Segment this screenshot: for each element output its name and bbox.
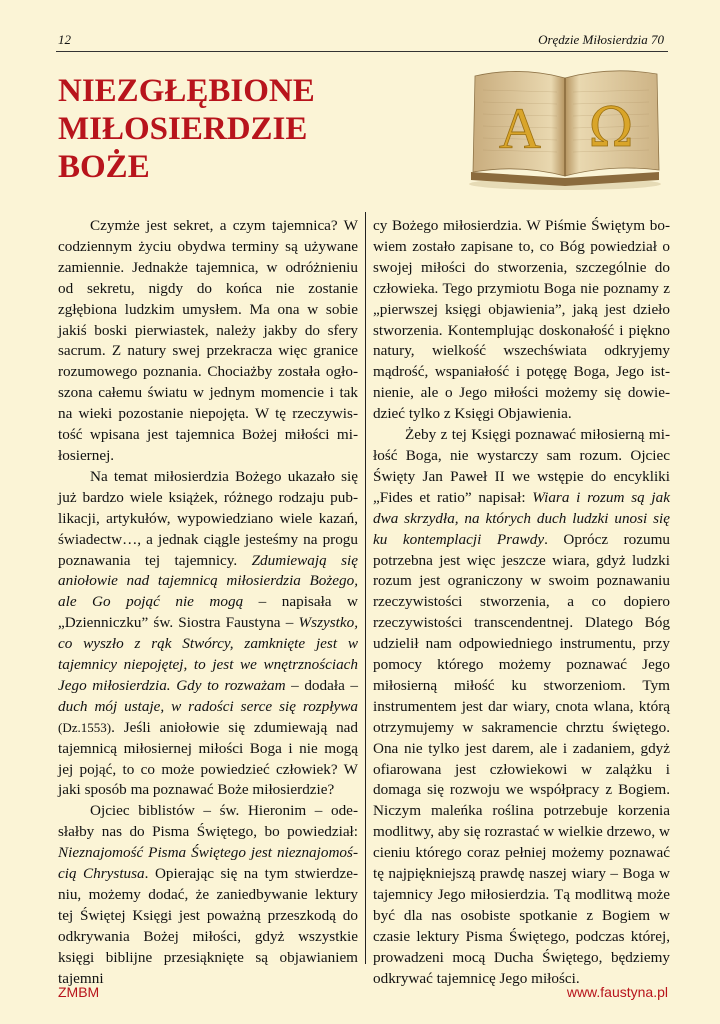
- article-title: [58, 72, 315, 186]
- right-column: [373, 216, 670, 990]
- paragraph: Na temat miłosierdzia Bożego ukazało się już bardzo wiele książek, różnego rodzaju publikacji, artykułów, wypowiedziano wiele kazań, świadectw…, a jednak ciągle jesteśmy na progu poznawania tej tajemnicy. Zdumiewają się aniołowie nad tajemnicą miłosierdzia Bożego, ale Go pojąć nie mogą – napisała w „Dzienniczku” św. Siostra Faustyna – Wszystko, co wyszło z rąk Stwórcy, zamknięte jest w tajemnicy niepojętej, to jest we wnętrznościach Jego miłosierdzia. Gdy to rozważam – dodała – duch mój ustaje, w radości serce się rozpływa (Dz.1553). Jeśli aniołowie się zdumiewają nad tajemnicą miłosiernej miłości Boga i nie mogą jej pojąć, to co może powiedzieć człowiek? W jaki sposób ma poznawać Boże miłosierdzie?: [58, 467, 358, 799]
- header-rule: [56, 51, 668, 52]
- article-title-line-1: NIEZGŁĘBIONE: [58, 73, 315, 109]
- publication-title: Orędzie Miłosierdzia 70: [538, 32, 664, 47]
- alpha-omega-book-image: [465, 62, 665, 192]
- article-title-line-2: MIŁOSIERDZIE: [58, 111, 308, 147]
- page-number: 12: [58, 32, 71, 47]
- article-title-line-3: BOŻE: [58, 149, 150, 185]
- footer-website-link[interactable]: www.faustyna.pl: [566, 984, 668, 1000]
- alpha-letter: A: [499, 96, 541, 161]
- omega-letter: Ω: [588, 96, 634, 159]
- paragraph: cy Bożego miłosierdzia. W Piśmie Świętym bowiem zostało zapisane to, co Bóg powiedział o swojej miłości do stworzenia, szczególnie do człowieka. Tego przymiotu Boga nie poznamy z „pierwszej księgi objawienia”, jaką jest dzieło stworzenia. Kontemplując doskonałość i piękno natury, wielkość wszechświata odkryjemy mądrość, wspaniałość i potęgę Boga, Jego istnienie, ale o Jego miłości możemy się dowiedzieć tylko z Księgi Objawienia.: [373, 217, 670, 423]
- paragraph: Czymże jest sekret, a czym tajemnica? W codziennym życiu obydwa terminy są używane zamiennie. Jednakże tajemnica, w odróżnieniu od sekretu, nigdy do końca nie zostanie zgłębiona ludzkim umysłem. Ma ona w sobie jakiś boski pierwiastek, należy jakby do sfery sacrum. Z natury swej przekracza więc granice rozumowego poznania. Chociażby została ogłoszona całemu światu w jednym momencie i tak na wieki pozostanie niepojęta. W tę rzeczywistość wpisana jest tajemnica Bożej miłości miłosiernej.: [58, 217, 358, 464]
- footer-publisher: ZMBM: [58, 984, 100, 1000]
- paragraph: Żeby z tej Księgi poznawać miłosierną miłość Boga, nie wystarczy sam rozum. Ojciec Święty Jan Paweł II we wstępie do encykliki „Fides et ratio” napisał: Wiara i rozum są jak dwa skrzydła, na których duch ludzki unosi się ku kontemplacji Prawdy. Oprócz rozumu potrzebna jest więc jeszcze wiara, gdyż ludzki rozum jest ograniczony w swoim poznawaniu rzeczywistości stworzenia, a co dopiero rzeczywistości transcendentnej. Dlatego Bóg udzielił nam odpowiedniego instrumentu, przy pomocy którego możemy poznawać Jego miłosierną miłość ku stworzeniom. Tym instrumentem jest dar wiary, cnota wlana, którą otrzymujemy w sakramencie chrztu świętego. Ona nie tylko jest darem, ale i zadaniem, gdyż ofiarowana jest człowiekowi w zalążku i domaga się rozwoju we współpracy z Bogiem. Niczym maleńka roślina potrzebuje korzenia modlitwy, aby się rozrastać w wielkie drzewo, w cieniu którego coraz pełniej możemy poznawać tę najpiękniejszą prawdę naszej wiary – Boga w tajemnicy Jego miłosierdzia. Tą modlitwą może być dla nas osobiste spotkanie z Bogiem w czasie lektury Pisma Świętego, podczas której, prowadzeni mocą Ducha Świętego, będziemy odkrywać tajemnicę Jego miłości.: [373, 426, 671, 987]
- left-column: [58, 216, 358, 990]
- column-divider: [365, 212, 366, 964]
- paragraph: Ojciec biblistów – św. Hieronim – odesłałby nas do Pisma Świętego, bo powiedział: Nieznajomość Pisma Świętego jest nieznajomością Chrystusa. Opierając się na tym stwierdzeniu, możemy dodać, że zaniedbywanie lektury tej Świętej Księgi jest poważną przeszkodą do odkrywania Bożej miłości, gdyż wszystkie księgi biblijne przesiąknięte są objawianiem tajemni: [58, 802, 358, 987]
